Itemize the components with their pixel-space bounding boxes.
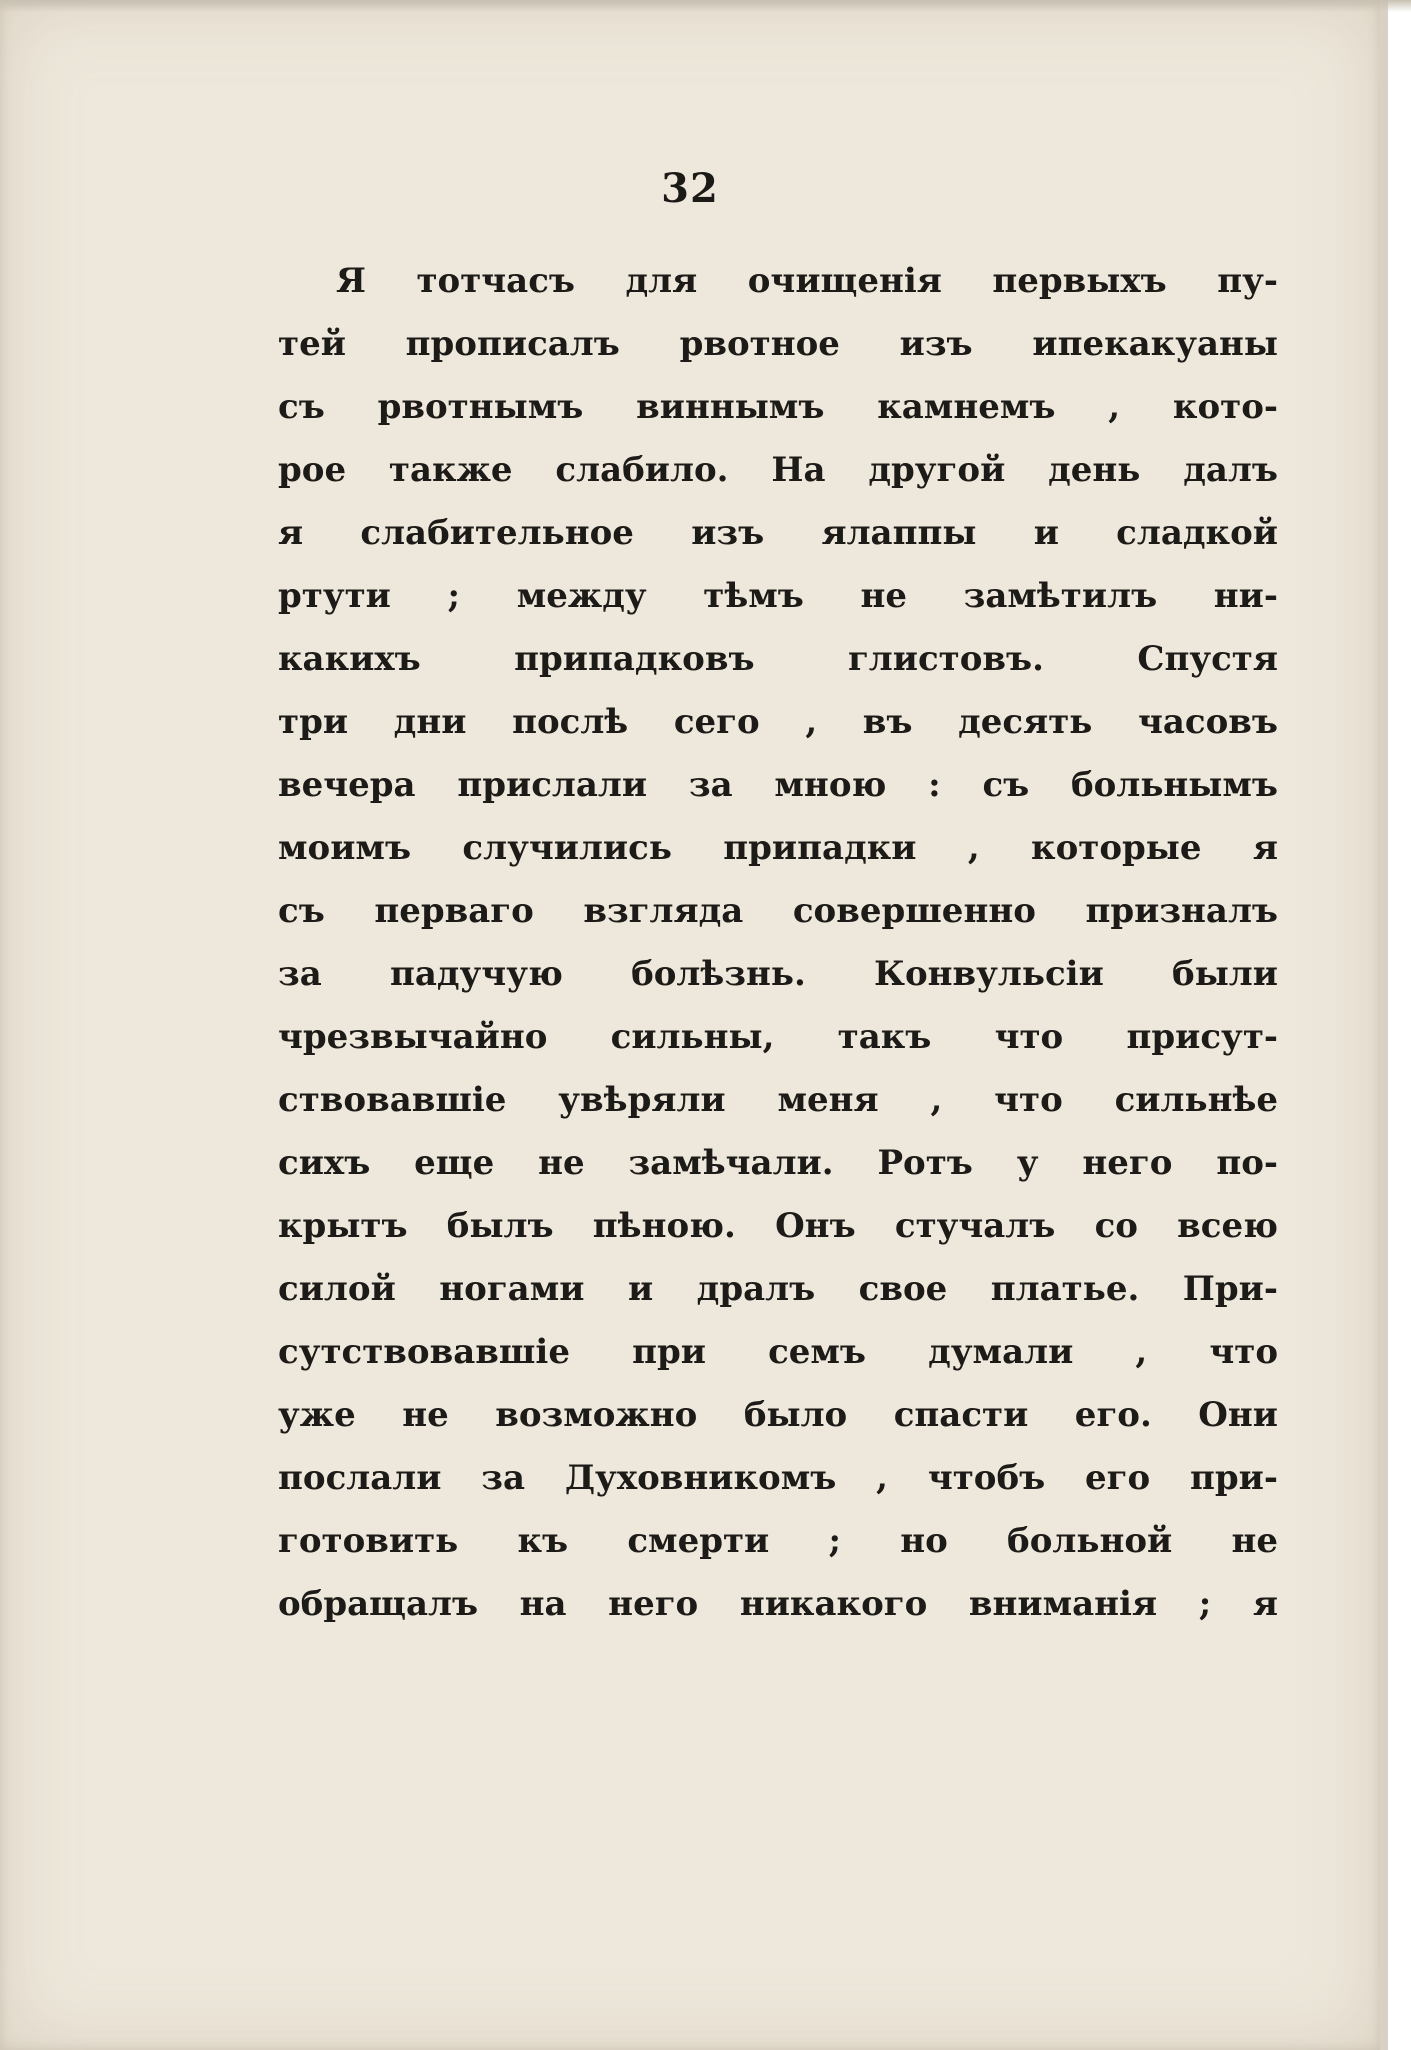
text-line: ртути ; между тѣмъ не замѣтилъ ни- — [278, 576, 1278, 616]
text-line: три дни послѣ сего , въ десять часовъ — [278, 702, 1278, 742]
page-number: 32 — [661, 165, 719, 212]
page-top-edge — [0, 0, 1411, 12]
text-line: готовить къ смерти ; но больной не — [278, 1521, 1278, 1561]
text-line: моимъ случились припадки , которые я — [278, 828, 1278, 868]
text-line: Я тотчасъ для очищенія первыхъ пу- — [336, 261, 1278, 301]
text-line: сутствовавшіе при семъ думали , что — [278, 1332, 1278, 1372]
body-text — [278, 250, 1278, 1636]
text-line: обращалъ на него никакого вниманія ; я — [278, 1584, 1278, 1624]
text-line: съ перваго взгляда совершенно призналъ — [278, 891, 1278, 931]
text-line: тей прописалъ рвотное изъ ипекакуаны — [278, 324, 1278, 364]
text-line: сихъ еще не замѣчали. Ротъ у него по- — [278, 1143, 1278, 1183]
text-line: за падучую болѣзнь. Конвульсіи были — [278, 954, 1278, 994]
text-line: силой ногами и дралъ свое платье. При- — [278, 1269, 1278, 1309]
text-line: послали за Духовникомъ , чтобъ его при- — [278, 1458, 1278, 1498]
text-line: я слабительное изъ ялаппы и сладкой — [278, 513, 1278, 553]
text-line: какихъ припадковъ глистовъ. Спустя — [278, 639, 1278, 679]
text-line: рое также слабило. На другой день далъ — [278, 450, 1278, 490]
text-line: ствовавшіе увѣряли меня , что сильнѣе — [278, 1080, 1278, 1120]
text-line: уже не возможно было спасти его. Они — [278, 1395, 1278, 1435]
text-line: чрезвычайно сильны, такъ что присут- — [278, 1017, 1278, 1057]
text-line: вечера прислали за мною : съ больнымъ — [278, 765, 1278, 805]
text-line: съ рвотнымъ виннымъ камнемъ , кото- — [278, 387, 1278, 427]
text-line: крытъ былъ пѣною. Онъ стучалъ со всею — [278, 1206, 1278, 1246]
